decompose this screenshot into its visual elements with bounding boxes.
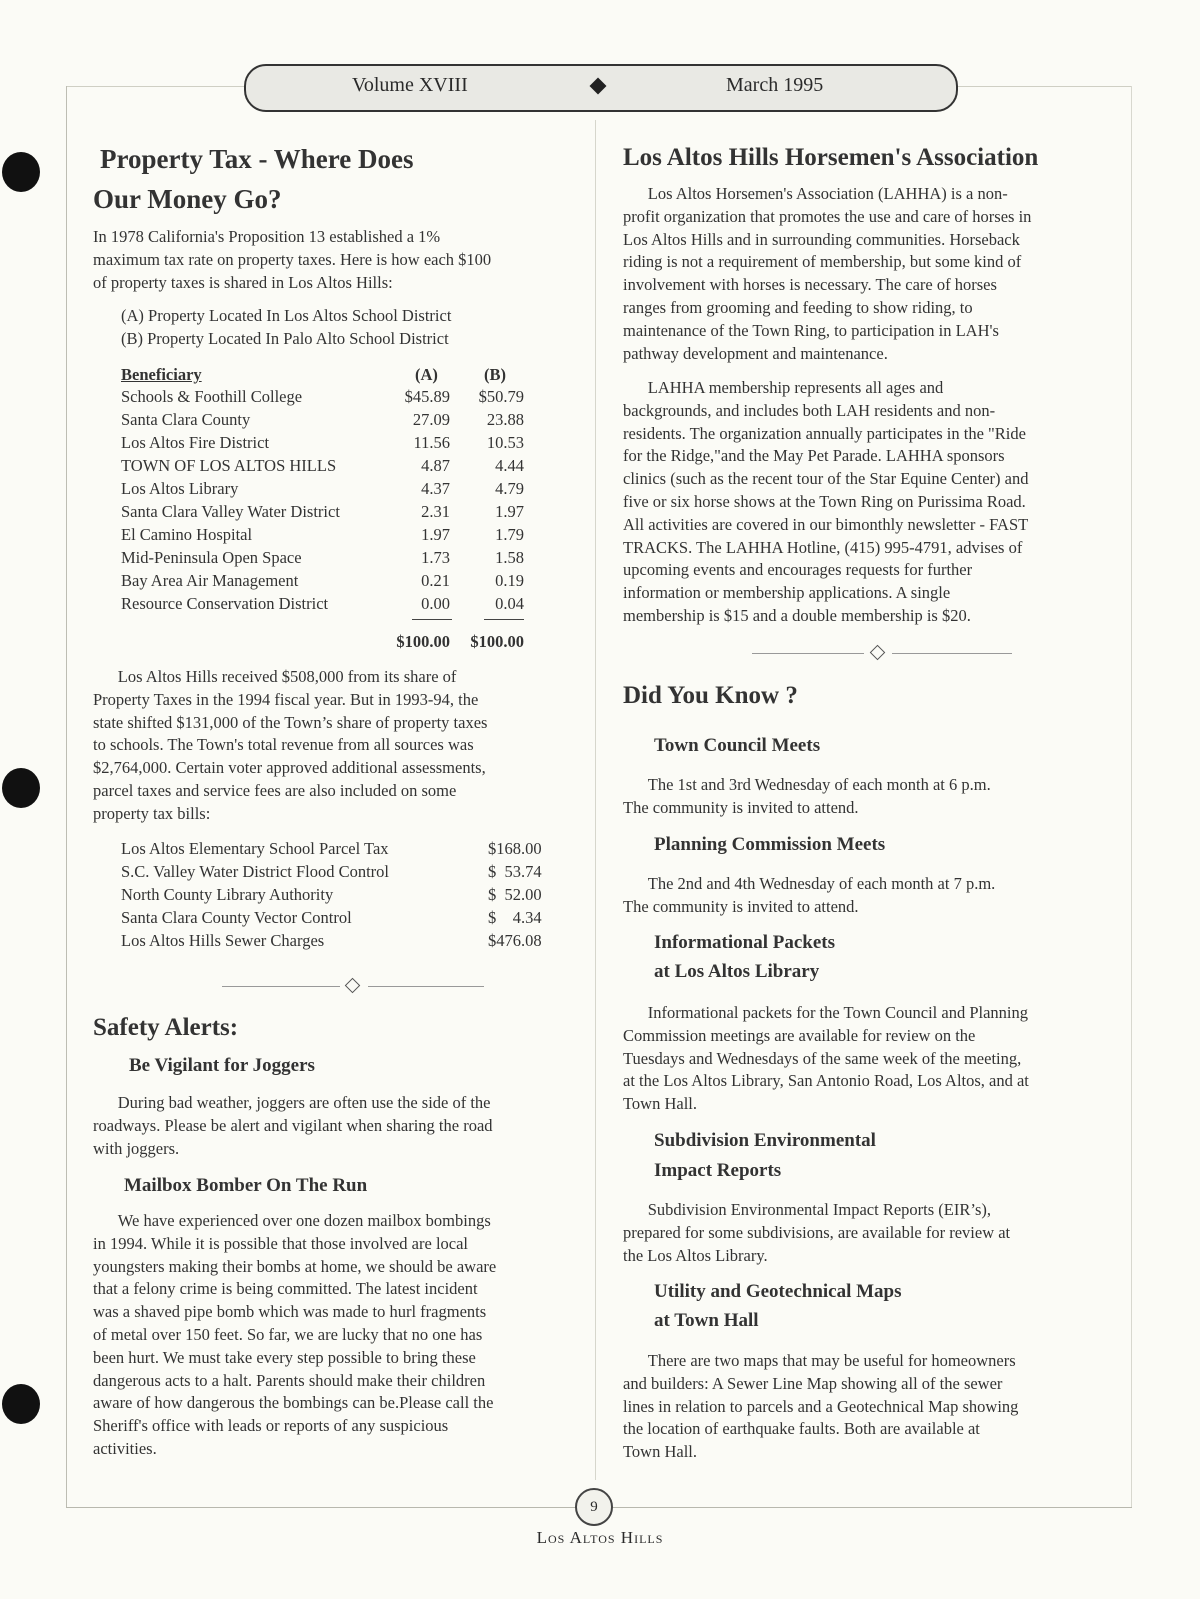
table-header-b: (B) xyxy=(484,365,506,384)
horsemen-paragraph-2: LAHHA membership represents all ages and backgrounds, and includes both LAH residents and non- residents. The organization annually participates in the "Ride for the Ridge,"and the May Pet Parade. LAHHA sponsors clinics (such as the recent tour of the Star Equine Center) and five or six horse shows at the Town Ring on Purissima Road. All activities are covered in our bimonthly newsletter - FAST TRACKS. The LAHHA Hotline, (415) 995-4791, advises of upcoming events and encourages requests for further information or membership applications. A single membership is $15 and a double membership is $20. xyxy=(623,378,1029,625)
revenue-paragraph: Los Altos Hills received $508,000 from its share of Property Taxes in the 1994 fiscal year. But in 1993-94, the state shifted $131,000 of the Town’s share of property taxes to schools. The Town's total revenue from all sources was $2,764,000. Certain voter approved additional assessments, parcel taxes and service fees are also included on some property tax bills: xyxy=(93,667,488,823)
property-tax-title-line1: Property Tax - Where Does xyxy=(100,144,414,174)
property-tax-title-line2: Our Money Go? xyxy=(93,184,282,214)
table-header-a: (A) xyxy=(415,365,438,384)
total-a: $100.00 xyxy=(396,632,450,651)
binder-hole xyxy=(2,768,40,808)
property-tax-intro: In 1978 California's Proposition 13 established a 1% maximum tax rate on property taxes. Here is how each $100 of property taxes is shared in Los Altos Hills: xyxy=(93,227,492,292)
packets-title-line1: Informational Packets xyxy=(654,932,836,953)
page-frame-left xyxy=(66,86,67,1508)
table-header-beneficiary: Beneficiary xyxy=(121,365,202,384)
section-separator xyxy=(752,645,1012,661)
diamond-icon xyxy=(590,78,607,95)
maps-paragraph: There are two maps that may be useful for homeowners and builders: A Sewer Line Map showing all of the sewer lines in relation to parcels and a Geotechnical Map showing the location of earthquake faults. Both are available at Town Hall. xyxy=(623,1351,1019,1462)
total-rule-b xyxy=(484,619,524,620)
binder-hole xyxy=(2,152,40,192)
page-number: 9 xyxy=(575,1488,613,1526)
maps-title-line1: Utility and Geotechnical Maps xyxy=(654,1281,902,1302)
mailbox-bomber-paragraph: We have experienced over one dozen mailbox bombings in 1994. While it is possible that those involved are local youngsters making their bombs at home, we should be aware that a felony crime is being committed. The latest incident was a shaved pipe bomb which was made to hurl fragments of metal over 150 feet. So far, we are lucky that no one has been hurt. We must take every step possible to bring these dangerous acts to a halt. Parents should make their children aware of how dangerous the bombings can be.Please call the Sheriff's office with leads or reports of any suspicious activities. xyxy=(93,1211,497,1458)
column-divider xyxy=(595,120,596,1480)
eir-paragraph: Subdivision Environmental Impact Reports (EIR’s), prepared for some subdivisions, are available for review at the Los Altos Library. xyxy=(623,1200,1011,1265)
header-banner xyxy=(244,64,958,112)
planning-commission-paragraph: The 2nd and 4th Wednesday of each month at 7 p.m. The community is invited to attend. xyxy=(623,874,996,916)
publication-name: Los Altos Hills xyxy=(536,1528,664,1547)
mailbox-bomber-title: Mailbox Bomber On The Run xyxy=(124,1175,368,1196)
horsemen-paragraph-1: Los Altos Horsemen's Association (LAHHA) is a non- profit organization that promotes the use and care of horses in Los Altos Hills and in surrounding communities. Horseback riding is not a requirement of membership, but some kind of involvement with horses is necessary. The care of horses ranges from grooming and feeding to show riding, to maintenance of the Town Ring, to participation in LAH's pathway development and maintenance. xyxy=(623,184,1032,363)
page-frame-right xyxy=(1131,86,1132,1508)
horsemen-title: Los Altos Hills Horsemen's Association xyxy=(623,144,1039,171)
town-council-paragraph: The 1st and 3rd Wednesday of each month at 6 p.m. The community is invited to attend. xyxy=(623,775,991,817)
section-separator xyxy=(222,978,484,994)
did-you-know-title: Did You Know ? xyxy=(623,682,798,709)
diamond-icon xyxy=(870,645,886,661)
volume-label: Volume XVIII xyxy=(352,74,468,96)
total-rule-a xyxy=(412,619,452,620)
eir-title-line2: Impact Reports xyxy=(654,1160,782,1181)
town-council-title: Town Council Meets xyxy=(654,735,821,756)
maps-title-line2: at Town Hall xyxy=(654,1310,759,1331)
joggers-paragraph: During bad weather, joggers are often use the side of the roadways. Please be alert and vigilant when sharing the road with joggers. xyxy=(93,1093,493,1158)
packets-paragraph: Informational packets for the Town Council and Planning Commission meetings are available for review on the Tuesdays and Wednesdays of the same week of the meeting, at the Los Altos Library, San Antonio Road, Los Altos, and at Town Hall. xyxy=(623,1003,1029,1114)
legend-a: (A) Property Located In Los Altos School District xyxy=(121,306,452,325)
issue-date: March 1995 xyxy=(726,74,824,96)
binder-hole xyxy=(2,1384,40,1424)
planning-commission-title: Planning Commission Meets xyxy=(654,834,886,855)
total-b: $100.00 xyxy=(470,632,524,651)
packets-title-line2: at Los Altos Library xyxy=(654,961,820,982)
joggers-title: Be Vigilant for Joggers xyxy=(129,1055,315,1076)
diamond-icon xyxy=(345,978,361,994)
eir-title-line1: Subdivision Environmental xyxy=(654,1130,876,1151)
safety-alerts-title: Safety Alerts: xyxy=(93,1014,239,1041)
legend-b: (B) Property Located In Palo Alto School District xyxy=(121,329,449,348)
